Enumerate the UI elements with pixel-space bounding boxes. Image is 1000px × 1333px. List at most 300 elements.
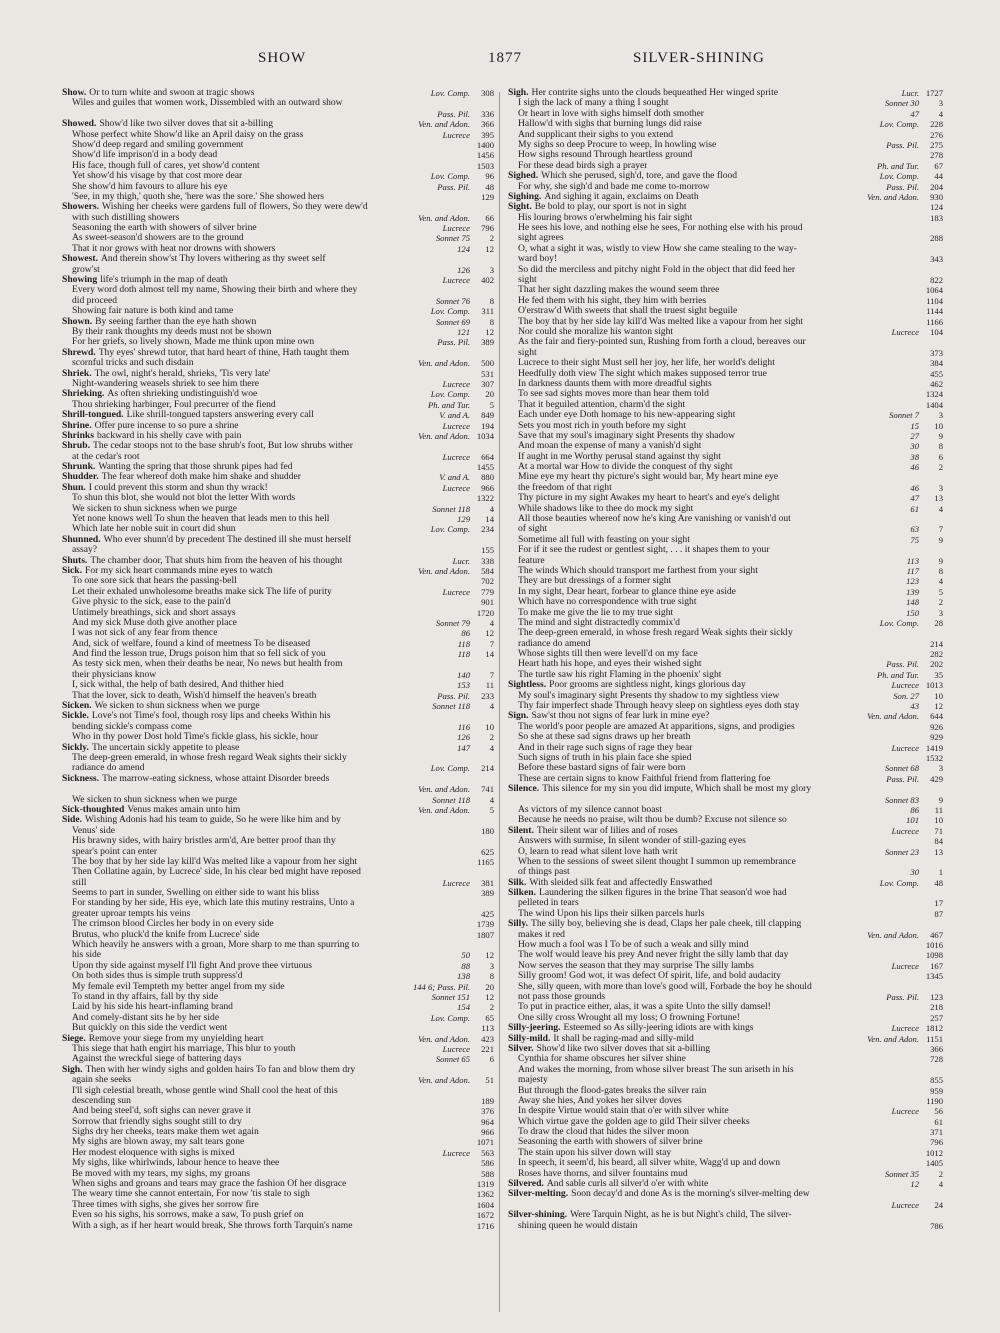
headword: Sickness. [62, 773, 100, 784]
quotation-text [62, 815, 341, 825]
quotation-text [508, 317, 803, 327]
entry-line [508, 140, 943, 150]
headword: Sicken. [62, 701, 92, 712]
entry-line-headword [62, 389, 494, 399]
quotation-text [62, 98, 343, 108]
entry-line-headword [62, 421, 494, 431]
quotation: still [72, 877, 87, 888]
quotation-text [62, 1034, 264, 1044]
line-number: 389 [481, 337, 494, 348]
line-number: 9 [938, 794, 943, 805]
entry-line [62, 649, 494, 659]
line-number: 276 [930, 129, 943, 140]
quotation: In my sight, Dear heart, forbear to glance thine eye aside [518, 586, 736, 597]
quotation-text [62, 192, 324, 202]
quotation: My soul's imaginary sight Presents thy shadow to my sightless view [518, 690, 780, 701]
quotation: not pass those grounds [518, 991, 606, 1002]
quotation-text [62, 327, 272, 337]
entry-line [508, 296, 943, 306]
quotation-text [508, 140, 716, 150]
work-reference: 38 [910, 451, 919, 462]
entry-line [508, 1221, 943, 1231]
line-number: 278 [930, 150, 943, 161]
line-number: 3 [938, 410, 943, 421]
entry-line [508, 1200, 943, 1210]
entry-line [508, 930, 943, 940]
entry-line [508, 763, 943, 773]
quotation: Her modest eloquence with sighs is mixed [72, 1147, 235, 1158]
entry-line [62, 639, 494, 649]
line-number: 1166 [926, 316, 943, 327]
headword: Siege. [62, 1033, 86, 1044]
work-reference: 30 [910, 867, 919, 878]
entry-line [508, 982, 943, 992]
quotation-text [508, 275, 537, 285]
line-number: 1812 [925, 1023, 943, 1034]
line-number: 84 [934, 836, 943, 847]
line-number: 221 [481, 1043, 494, 1054]
quotation-text [62, 805, 240, 815]
work-reference: 61 [910, 503, 919, 514]
quotation-text [62, 1013, 219, 1023]
entry-line [62, 306, 494, 316]
work-reference: 113 [906, 555, 919, 566]
work-reference: V. and A. [439, 410, 470, 421]
quotation: To shun this blot, she would not blot the letter With words [72, 493, 296, 504]
line-number: 257 [930, 1012, 943, 1023]
work-reference: 47 [910, 108, 919, 119]
quotation-text [508, 254, 557, 264]
quotation-text [508, 535, 690, 545]
quotation: To draw the cloud that hides the silver moon [518, 1127, 689, 1138]
quotation: He fed them with his sight, they him with berries [518, 295, 707, 306]
entry-line [62, 982, 494, 992]
quotation: Then with her windy sighs and golden hairs To fan and blow them dry [85, 1064, 356, 1075]
quotation-text [508, 1086, 706, 1096]
entry-line [62, 909, 494, 919]
entry-line [62, 1200, 494, 1210]
quotation-text [62, 753, 347, 763]
quotation: Sometime all full with feasting on your sight [518, 534, 690, 545]
quotation-text [62, 961, 312, 971]
quotation: Seasoning the earth with showers of silver brine [72, 223, 257, 234]
quotation-text [508, 88, 778, 98]
entry-line [508, 275, 943, 285]
line-number: 4 [489, 794, 494, 805]
headword: Side. [62, 815, 82, 826]
headword: Showed. [62, 119, 97, 130]
entry-line [62, 847, 494, 857]
entry-line [62, 130, 494, 140]
line-number: 8 [489, 971, 494, 982]
quotation-text [62, 233, 244, 243]
entry-line-headword [508, 88, 943, 98]
work-reference: Sonnet 35 [884, 1168, 919, 1179]
entry-line [508, 182, 943, 192]
quotation-text [62, 950, 101, 960]
entry-line [62, 327, 494, 337]
work-reference: 75 [910, 534, 919, 545]
quotation: Which have no correspondence with true sight [518, 597, 697, 608]
work-reference: Son. 27 [893, 690, 919, 701]
entry-line [62, 670, 494, 680]
quotation-text [62, 691, 316, 701]
quotation: I, sick withal, the help of bath desired, And thither hied [72, 680, 284, 691]
line-number: 1104 [926, 295, 943, 306]
quotation-text [508, 504, 693, 514]
quotation: Or to turn white and swoon at tragic shows [89, 88, 255, 98]
line-number: 366 [930, 1043, 943, 1054]
quotation: Lucrece to their sight Must sell her joy, her life, her world's delight [518, 358, 775, 369]
line-number: 13 [934, 493, 943, 504]
entry-line [508, 421, 943, 431]
line-number: 429 [930, 773, 943, 784]
entry-line [62, 691, 494, 701]
quotation-text [62, 888, 319, 898]
line-number: 7 [938, 524, 943, 535]
work-reference: 46 [910, 462, 919, 473]
headword: Silent. [508, 825, 534, 836]
entry-line [508, 369, 943, 379]
work-reference: Ven. and Adon. [418, 804, 470, 815]
entry-line-headword [508, 1044, 943, 1054]
entry-line [62, 1086, 494, 1096]
quotation: The stain upon his silver down will stay [518, 1147, 672, 1158]
line-number: 2 [938, 1168, 943, 1179]
line-number: 66 [485, 212, 494, 223]
entry-line-headword [62, 254, 494, 264]
work-reference: Lucrece [442, 223, 470, 234]
line-number: 588 [481, 1168, 494, 1179]
quotation-text [508, 608, 673, 618]
line-number: 44 [934, 171, 943, 182]
quotation-text [508, 524, 547, 534]
line-number: 311 [481, 306, 494, 317]
work-reference: Lucrece [891, 825, 919, 836]
quotation: My sighs, like whirlwinds, labour hence to heave thee [72, 1158, 280, 1169]
quotation-text [508, 358, 775, 368]
quotation-text [62, 670, 156, 680]
work-reference: 12 [910, 1179, 919, 1190]
quotation: Remove your siege from my unyielding heart [88, 1033, 264, 1044]
quotation: Sighs dry her cheeks, tears make them wet again [72, 1127, 259, 1138]
quotation-text [62, 847, 157, 857]
quotation: Sets you most rich in youth before my sight [518, 420, 686, 431]
entry-line [62, 1023, 494, 1033]
quotation: did proceed [72, 295, 118, 306]
work-reference: Sonnet 118 [432, 794, 470, 805]
headword: Silken. [508, 888, 536, 899]
entry-line [508, 285, 943, 295]
quotation: Thy fair imperfect shade Through heavy sleep on sightless eyes doth stay [518, 701, 800, 712]
quotation-text [508, 722, 795, 732]
line-number: 2 [489, 233, 494, 244]
entry-line-headword [62, 348, 494, 358]
entry-line-headword [62, 1065, 494, 1075]
work-reference: Lucr. [452, 555, 470, 566]
quotation: So she at these sad signs draws up her breath [518, 732, 691, 743]
entry-line [508, 535, 943, 545]
quotation-text [62, 348, 349, 358]
line-number: 10 [934, 690, 943, 701]
entry-line-headword [508, 192, 943, 202]
quotation-text [508, 150, 692, 160]
work-reference: Pass. Pil. [886, 181, 919, 192]
quotation-text [62, 182, 227, 192]
line-number: 3 [938, 98, 943, 109]
quotation-text [62, 659, 343, 669]
quotation-text [508, 483, 612, 493]
line-number: 14 [485, 649, 494, 660]
quotation-text [62, 597, 231, 607]
quotation: The silly boy, believing she is dead, Claps her pale cheek, till clapping [531, 919, 802, 930]
work-reference: 47 [910, 493, 919, 504]
line-number: 1012 [925, 1147, 943, 1158]
work-reference: Lucrece [891, 742, 919, 753]
quotation-text [62, 763, 144, 773]
quotation: On both sides thus is simple truth suppress'd [72, 971, 243, 982]
entry-line [62, 265, 494, 275]
quotation-text [62, 223, 257, 233]
entry-line-headword [508, 202, 943, 212]
entry-line [508, 109, 943, 119]
quotation-text [508, 1096, 682, 1106]
quotation-text [62, 379, 259, 389]
headword: Silence. [508, 784, 540, 795]
quotation: As sweet-season'd showers are to the ground [72, 233, 244, 244]
quotation-text [62, 1002, 233, 1012]
quotation: Laundering the silken figures in the brine That season'd woe had [539, 888, 787, 899]
line-number: 71 [934, 825, 943, 836]
headword: Shudder. [62, 472, 99, 483]
line-number: 563 [481, 1147, 494, 1158]
quotation: The marrow-eating sickness, whose attaint Disorder breeds [102, 773, 330, 784]
quotation: We sicken to shun sickness when we purge [72, 503, 238, 514]
line-number: 12 [934, 701, 943, 712]
quotation: Saw'st thou not signs of fear lurk in mine eye? [531, 711, 710, 722]
quotation: The deep-green emerald, in whose fresh regard Weak sights their sickly [72, 753, 347, 763]
entry-line [508, 514, 943, 524]
line-number: 9 [938, 534, 943, 545]
quotation-text [508, 369, 767, 379]
headword: Showest. [62, 254, 98, 265]
quotation: And sable curls all silver'd o'er with white [546, 1179, 709, 1190]
quotation: feature [518, 555, 545, 566]
quotation-text [508, 1065, 794, 1075]
quotation-text [62, 982, 285, 992]
quotation: While shadows like to thee do mock my sight [518, 503, 694, 514]
entry-line [62, 545, 494, 555]
quotation-text [508, 296, 706, 306]
headword: Shrub. [62, 441, 90, 452]
entry-line [508, 410, 943, 420]
entry-line [62, 898, 494, 908]
work-reference: Pass. Pil. [886, 991, 919, 1002]
quotation-text [62, 774, 329, 784]
line-number: 1345 [925, 971, 943, 982]
quotation: Venus' side [72, 825, 116, 836]
line-number: 467 [930, 929, 943, 940]
work-reference: 154 [457, 1002, 470, 1013]
entry-line [508, 618, 943, 628]
entry-line [508, 836, 943, 846]
quotation: scornful tricks and such disdain [72, 358, 194, 369]
entry-line [508, 898, 943, 908]
quotation: As the fair and fiery-pointed sun, Rushing from forth a cloud, bereaves our [518, 337, 806, 348]
quotation-text [508, 815, 787, 825]
line-number: 12 [485, 326, 494, 337]
line-number: 1071 [476, 1137, 494, 1148]
quotation: And being steel'd, soft sighs can never grave it [72, 1106, 251, 1117]
quotation: assay? [72, 545, 98, 556]
line-number: 336 [481, 108, 494, 119]
entry-line-headword [508, 680, 943, 690]
line-number: 11 [485, 680, 494, 691]
quotation: For these dead birds sigh a prayer [518, 160, 648, 171]
quotation-text [508, 961, 754, 971]
quotation: The cedar stoops not to the base shrub's foot, But low shrubs wither [93, 441, 353, 452]
line-number: 5 [489, 804, 494, 815]
line-number: 586 [481, 1158, 494, 1169]
work-reference: 148 [906, 597, 919, 608]
quotation-text [508, 909, 705, 919]
quotation: My female evil Tempteth my better angel from my side [72, 981, 285, 992]
quotation-text [62, 898, 354, 908]
quotation-text [62, 150, 217, 160]
headword: Silly. [508, 919, 528, 930]
line-number: 389 [481, 888, 494, 899]
entry-line [62, 1002, 494, 1012]
work-reference: 50 [461, 950, 470, 961]
quotation: To see sad sights moves more than hear them told [518, 389, 709, 400]
quotation: Seems to part in sunder, Swelling on either side to want his bliss [72, 888, 320, 899]
line-number: 113 [481, 1023, 494, 1034]
quotation: Seasoning the earth with showers of silver brine [518, 1137, 703, 1148]
entry-line [62, 1169, 494, 1179]
entry-line [508, 753, 943, 763]
quotation: If aught in me Worthy perusal stand against thy sight [518, 451, 721, 462]
quotation-text [508, 1158, 780, 1168]
quotation: Be moved with my tears, my sighs, my groans [72, 1168, 250, 1179]
quotation-text [508, 441, 701, 451]
headword: Silly-mild. [508, 1033, 551, 1044]
headword: Silver-melting. [508, 1189, 569, 1200]
quotation-text [508, 400, 685, 410]
line-number: 849 [481, 410, 494, 421]
quotation: His face, though full of cares, yet show'd content [72, 160, 260, 171]
quotation-text [508, 410, 735, 420]
quotation-text [62, 576, 237, 586]
line-number: 189 [481, 1095, 494, 1106]
quotation-text [62, 504, 237, 514]
quotation: But quickly on this side the verdict went [72, 1023, 228, 1034]
quotation-text [62, 1106, 251, 1116]
work-reference: Ph. and Tur. [876, 669, 919, 680]
line-number: 288 [930, 233, 943, 244]
quotation: For why, she sigh'd and bade me come to-morrow [518, 181, 710, 192]
quotation: Heedfully doth view The sight which makes supposed terror true [518, 368, 767, 379]
entry-line [508, 379, 943, 389]
work-reference: Pass. Pil. [886, 773, 919, 784]
quotation: With sleided silk feat and affectedly Enswathed [529, 877, 713, 888]
line-number: 959 [930, 1085, 943, 1096]
quotation: Or heart in love with sighs himself doth smother [518, 108, 704, 119]
quotation-text [508, 1221, 637, 1231]
quotation: The boy that by her side lay kill'd Was melted like a vapour from her sight [518, 316, 804, 327]
quotation-text [508, 1179, 708, 1189]
quotation: O, what a sight it was, wistly to view How she came stealing to the way- [518, 243, 797, 254]
work-reference: Sonnet 118 [432, 503, 470, 514]
line-number: 376 [481, 1106, 494, 1117]
entry-line [62, 1096, 494, 1106]
line-number: 1739 [476, 919, 494, 930]
work-reference: Ven. and Adon. [418, 119, 470, 130]
quotation-text [508, 950, 788, 960]
quotation: My sighs are blown away, my salt tears gone [72, 1137, 245, 1148]
entry-line [62, 1210, 494, 1220]
entry-line [508, 732, 943, 742]
quotation: So did the merciless and pitchy night Fold in the object that did feed her [518, 264, 796, 275]
entry-line [508, 805, 943, 815]
quotation: And wakes the morning, from whose silver breast The sun ariseth in his [518, 1064, 794, 1075]
quotation-text [62, 711, 331, 721]
quotation: Thy picture in my sight Awakes my heart to heart's and eye's delight [518, 493, 780, 504]
entry-line [508, 472, 943, 482]
quotation: In speech, it seem'd, his beard, all silver white, Wagg'd up and down [518, 1158, 781, 1169]
entry-line [508, 867, 943, 877]
work-reference: 139 [906, 586, 919, 597]
headword: Silly-jeering. [508, 1023, 561, 1034]
quotation-text [62, 441, 353, 451]
quotation-text [508, 576, 671, 586]
work-reference: 88 [461, 960, 470, 971]
work-reference: Ven. and Adon. [867, 929, 919, 940]
line-number: 4 [938, 576, 943, 587]
quotation: Show'd life imprison'd in a body dead [72, 150, 218, 161]
line-number: 14 [485, 514, 494, 525]
running-header [0, 50, 1000, 80]
line-number: 3 [938, 763, 943, 774]
entry-line [62, 223, 494, 233]
line-number: 12 [485, 991, 494, 1002]
quotation-text [62, 88, 254, 98]
work-reference: Sonnet 118 [432, 701, 470, 712]
quotation-text [508, 244, 797, 254]
work-reference: Ven. and Adon. [418, 430, 470, 441]
entry-line [508, 587, 943, 597]
entry-line [508, 483, 943, 493]
entry-line [62, 919, 494, 929]
line-number: 96 [485, 171, 494, 182]
line-number: 1 [938, 867, 943, 878]
quotation-text [62, 1148, 235, 1158]
quotation: their physicians know [72, 669, 157, 680]
quotation-text [62, 483, 268, 493]
line-number: 2 [938, 462, 943, 473]
quotation: To stand in thy affairs, fall by thy side [72, 991, 218, 1002]
quotation-text [62, 1127, 259, 1137]
line-number: 702 [481, 576, 494, 587]
entry-line [508, 1148, 943, 1158]
entry-line [62, 961, 494, 971]
work-reference: Ven. and Adon. [418, 565, 470, 576]
quotation-text [508, 982, 812, 992]
entry-line [508, 722, 943, 732]
quotation: The deep-green emerald, in whose fresh regard Weak sights their sickly [518, 628, 793, 639]
quotation: My sighs so deep Procure to weep, In howling wise [518, 139, 717, 150]
quotation-text [62, 1044, 295, 1054]
work-reference: 138 [457, 971, 470, 982]
